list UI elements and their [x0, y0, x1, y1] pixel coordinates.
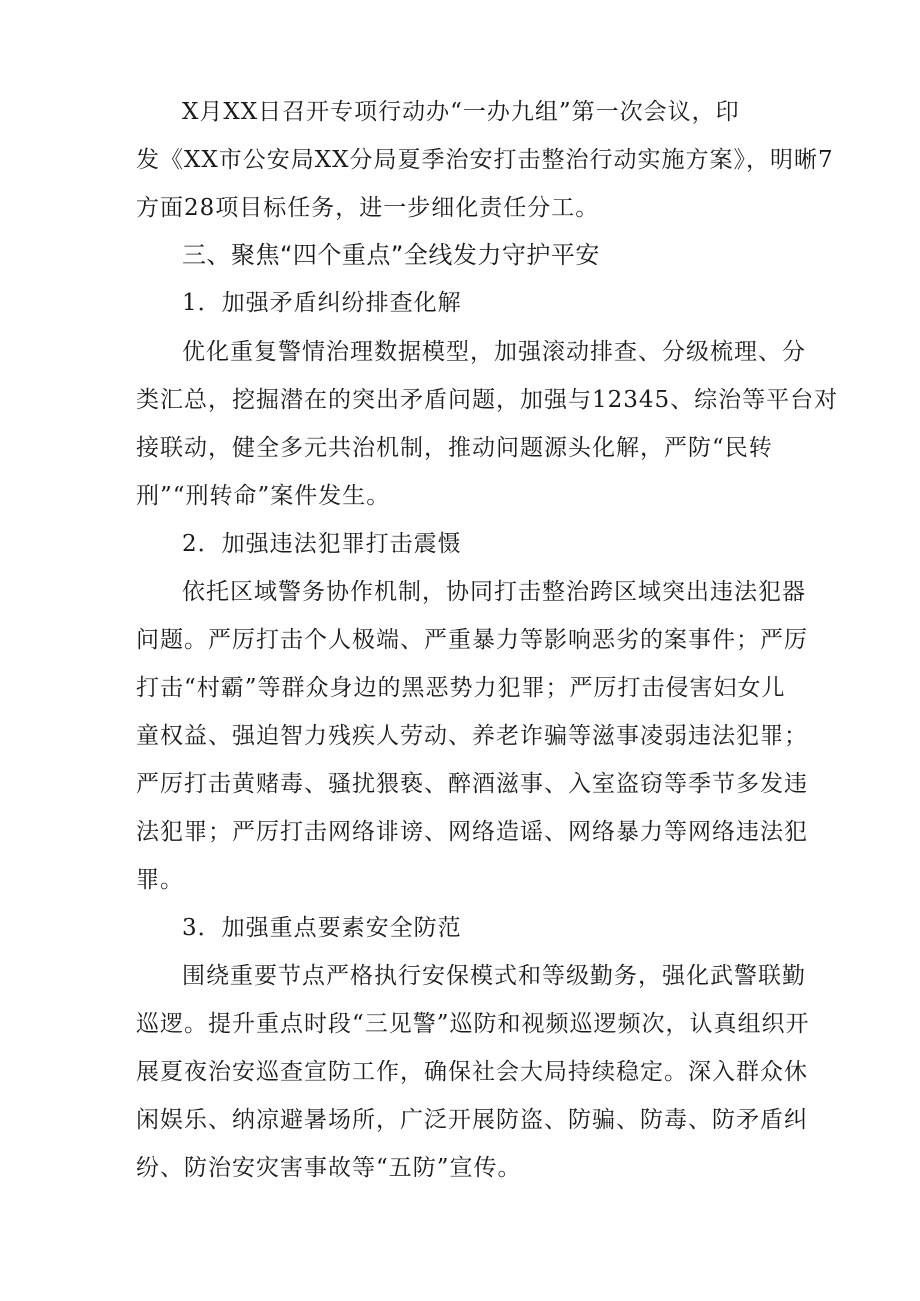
text-line: 严厉打击黄赌毒、骚扰猥亵、醉酒滋事、入室盗窃等季节多发违: [136, 771, 808, 797]
subsection-heading: 2．加强违法犯罪打击震慑: [182, 531, 462, 557]
text-line: 围绕重要节点严格执行安保模式和等级勤务，强化武警联勤: [182, 963, 806, 989]
text-line: 打击“村霸”等群众身边的黑恶势力犯罪；严厉打击侵害妇女儿: [136, 675, 786, 701]
text-line: 巡逻。提升重点时段“三见警”巡防和视频巡逻频次，认真组织开: [136, 1011, 810, 1037]
text-line: 依托区域警务协作机制，协同打击整治跨区域突出违法犯器: [182, 579, 806, 605]
subsection-heading: 3．加强重点要素安全防范: [182, 915, 462, 941]
text-line: 方面28项目标任务，进一步细化责任分工。: [136, 195, 600, 221]
text-line: 发《XX市公安局XX分局夏季治安打击整治行动实施方案》，明晰7: [136, 147, 834, 173]
text-line: 类汇总，挖掘潜在的突出矛盾问题，加强与12345、综治等平台对: [136, 387, 839, 413]
text-line: 闲娱乐、纳凉避暑场所，广泛开展防盗、防骗、防毒、防矛盾纠: [136, 1107, 808, 1133]
section-heading: 三、聚焦“四个重点”全线发力守护平安: [182, 241, 600, 269]
text-line: 刑”“刑转命”案件发生。: [136, 483, 391, 509]
text-line: X月XX日召开专项行动办“一办九组”第一次会议，印: [182, 99, 740, 125]
text-line: 优化重复警情治理数据模型，加强滚动排查、分级梳理、分: [182, 339, 806, 365]
text-line: 接联动，健全多元共治机制，推动问题源头化解，严防“民转: [136, 435, 773, 461]
text-line: 法犯罪；严厉打击网络诽谤、网络造谣、网络暴力等网络违法犯: [136, 819, 808, 845]
text-line: 童权益、强迫智力残疾人劳动、养老诈骗等滋事凌弱违法犯罪；: [136, 723, 808, 749]
text-line: 罪。: [136, 867, 184, 893]
text-line: 问题。严厉打击个人极端、严重暴力等影响恶劣的案事件；严厉: [136, 627, 808, 653]
text-line: 纷、防治安灾害事故等“五防”宣传。: [136, 1155, 522, 1181]
subsection-heading: 1．加强矛盾纠纷排查化解: [182, 290, 462, 316]
text-line: 展夏夜治安巡查宣防工作，确保社会大局持续稳定。深入群众休: [136, 1059, 808, 1085]
